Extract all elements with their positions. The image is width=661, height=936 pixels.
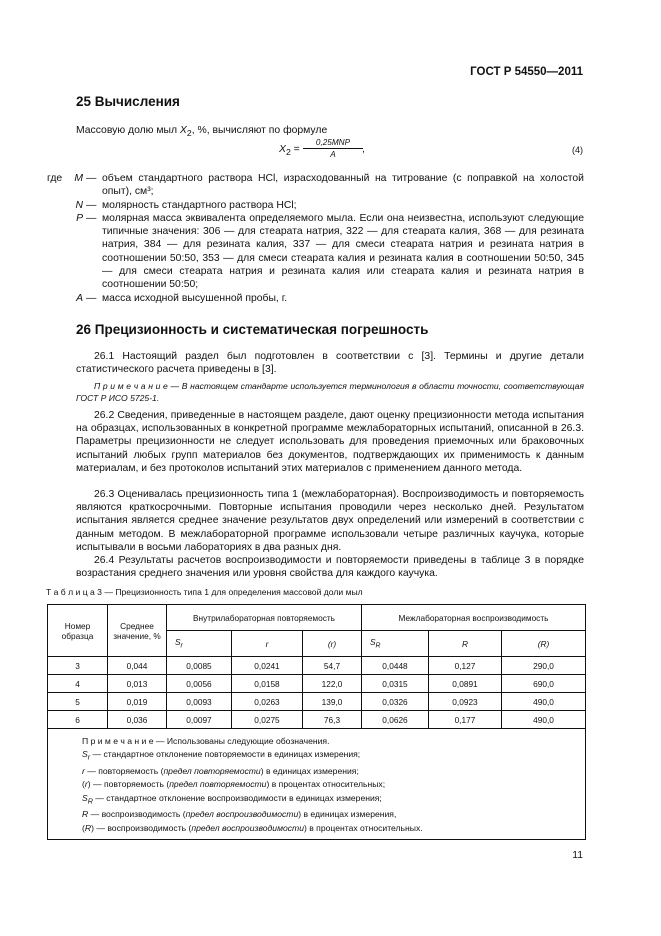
formula-comma: , <box>362 144 365 155</box>
table-note-item: (R) — воспроизводимость (предел воспроизводимости) в процентах относительных. <box>82 822 423 833</box>
header-mean: Среднее значение, % <box>108 605 167 657</box>
table-note-item: (r) — повторяемость (предел повторяемости) в процентах относительных; <box>82 779 386 790</box>
section-25-title: 25 Вычисления <box>76 94 180 109</box>
cell-R-pct: 490,0 <box>502 711 586 729</box>
cell-r-pct: 122,0 <box>303 675 362 693</box>
cell-R: 0,0923 <box>429 693 502 711</box>
cell-R-pct: 290,0 <box>502 657 586 675</box>
note-label: П р и м е ч а н и е <box>94 381 168 391</box>
cell-mean: 0,019 <box>108 693 167 711</box>
formula-denominator: A <box>330 150 336 159</box>
section-26-title: 26 Прецизионность и систематическая погрешность <box>76 322 429 337</box>
def-text-p: молярная масса эквивалента определяемого мыла. Если она неизвестна, используют следующие типичные значения: 306 — для стеарата натрия, 322 — для стеарата калия, 368 — для резината натрия, 384 — для резината калия, 337 — для смеси стеарата натрия и резината натрия в соотношении 50:50, 353 — для смеси стеарата калия и резината калия в соотношении 50:50, 345 — для смеси стеарата натрия и резината калия или стеарата калия и резината натрия в соотношении 50:50; <box>102 213 584 291</box>
cell-sample: 4 <box>48 675 108 693</box>
page-number: 11 <box>572 850 583 861</box>
cell-R-pct: 690,0 <box>502 675 586 693</box>
header-within-lab: Внутрилабораторная повторяемость <box>167 605 362 631</box>
table-row <box>48 657 586 675</box>
formula-lhs: $X_2$ = <box>279 144 300 158</box>
cell-sR: 0,0315 <box>362 675 429 693</box>
cell-r: 0,0275 <box>232 711 303 729</box>
cell-r-pct: 54,7 <box>303 657 362 675</box>
formula-numerator: 0,25MNP <box>315 138 351 147</box>
cell-sR: 0,0626 <box>362 711 429 729</box>
subheader-r: r <box>232 631 303 657</box>
cell-mean: 0,013 <box>108 675 167 693</box>
cell-mean: 0,044 <box>108 657 167 675</box>
precision-table <box>47 604 586 840</box>
cell-sr: 0,0085 <box>167 657 232 675</box>
cell-sR: 0,0448 <box>362 657 429 675</box>
document-header: ГОСТ Р 54550—2011 <box>470 66 583 78</box>
table-note-item: R — воспроизводимость (предел воспроизводимости) в единицах измерения, <box>82 809 397 820</box>
cell-r-pct: 139,0 <box>303 693 362 711</box>
def-text-n: молярность стандартного раствора HCl; <box>102 200 297 211</box>
paragraph-26-3: 26.3 Оценивалась прецизионность типа 1 (межлабораторная). Воспроизводимость и повторяемость являются краткосрочными. Повторные испытания проводили через несколько дней. Результатом испытания является среднее значение результатов двух определений или измерений в соответствии с данным методом. В межлабораторной программе использовали четыре различных каучука, которые испытывали в восьми лабораториях в два разных дня. <box>76 489 584 553</box>
paragraph-26-1: 26.1 Настоящий раздел был подготовлен в соответствии с [3]. Термины и другие детали статистического расчета приведены в [3]. <box>76 351 584 376</box>
subheader-sR: $S_R$ <box>362 631 429 657</box>
header-sample: Номер образца <box>48 605 108 657</box>
table-row <box>48 675 586 693</box>
table-note-item: $S_r$ — стандартное отклонение повторяемости в единицах измерения; <box>82 749 361 762</box>
cell-sample: 3 <box>48 657 108 675</box>
cell-R: 0,127 <box>429 657 502 675</box>
table-note-intro: П р и м е ч а н и е — Использованы следующие обозначения. <box>82 736 330 746</box>
cell-sr: 0,0056 <box>167 675 232 693</box>
def-symbol: N <box>75 200 83 211</box>
def-text-a: масса исходной высушенной пробы, г. <box>102 293 288 304</box>
def-symbol: P <box>76 213 83 224</box>
cell-mean: 0,036 <box>108 711 167 729</box>
cell-sR: 0,0326 <box>362 693 429 711</box>
table-note-item: r — повторяемость (предел повторяемости) в единицах измерения; <box>82 766 359 777</box>
def-text-m: объем стандартного раствора HCl, израсходованный на титрование (с поправкой на холостой опыт), см³; <box>102 173 584 198</box>
cell-R: 0,0891 <box>429 675 502 693</box>
table-row <box>48 693 586 711</box>
formula-intro: Массовую долю мыл $X_2$, %, вычисляют по формуле <box>76 125 328 139</box>
def-symbol: A <box>76 293 83 304</box>
paragraph-26-4: 26.4 Результаты расчетов воспроизводимости и повторяемости приведены в таблице 3 в порядке возрастания среднего значения или уровня свойства для каждого каучука. <box>76 555 584 580</box>
cell-sample: 5 <box>48 693 108 711</box>
cell-r: 0,0241 <box>232 657 303 675</box>
cell-sample: 6 <box>48 711 108 729</box>
subheader-R: R <box>429 631 502 657</box>
def-symbol: M <box>74 173 83 184</box>
paragraph-26-2: 26.2 Сведения, приведенные в настоящем разделе, дают оценку прецизионности метода испытания на образцах, использованных в конкретной программе межлабораторных испытаний, описанной в 26.3. Параметры прецизионности не следует использовать для проведения приемочных или браковочных испытаний любых групп материалов без документов, подтверждающих их применимость к данным материалам, и без протоколов испытаний этих материалов с применением данного метода. <box>76 410 584 474</box>
cell-r: 0,0158 <box>232 675 303 693</box>
table-row <box>48 711 586 729</box>
def-dash: — <box>86 213 97 224</box>
where-label: где <box>47 173 63 184</box>
cell-r-pct: 76,3 <box>303 711 362 729</box>
cell-r: 0,0263 <box>232 693 303 711</box>
def-dash: — <box>86 293 97 304</box>
cell-R-pct: 490,0 <box>502 693 586 711</box>
header-between-lab: Межлабораторная воспроизводимость <box>362 605 586 631</box>
formula-fraction <box>303 138 363 159</box>
note-text: — В настоящем стандарте используется терминология в области точности, соответствующая ГОСТ Р ИСО 5725-1. <box>76 381 584 403</box>
table-note-item: $S_R$ — стандартное отклонение воспроизводимости в единицах измерения; <box>82 792 382 806</box>
cell-sr: 0,0097 <box>167 711 232 729</box>
def-dash: — <box>86 200 97 211</box>
cell-R: 0,177 <box>429 711 502 729</box>
subheader-sr: $S_r$ <box>167 631 232 657</box>
table-note-row <box>48 729 586 840</box>
def-dash: — <box>86 173 97 184</box>
note-26-1 <box>76 380 584 404</box>
subheader-r-pct: (r) <box>303 631 362 657</box>
formula-number: (4) <box>572 145 583 155</box>
table-note <box>48 729 586 840</box>
table-caption: Т а б л и ц а 3 — Прецизионность типа 1 для определения массовой доли мыл <box>46 587 363 597</box>
table-header-row <box>48 605 586 631</box>
cell-sr: 0,0093 <box>167 693 232 711</box>
subheader-R-pct: (R) <box>502 631 586 657</box>
